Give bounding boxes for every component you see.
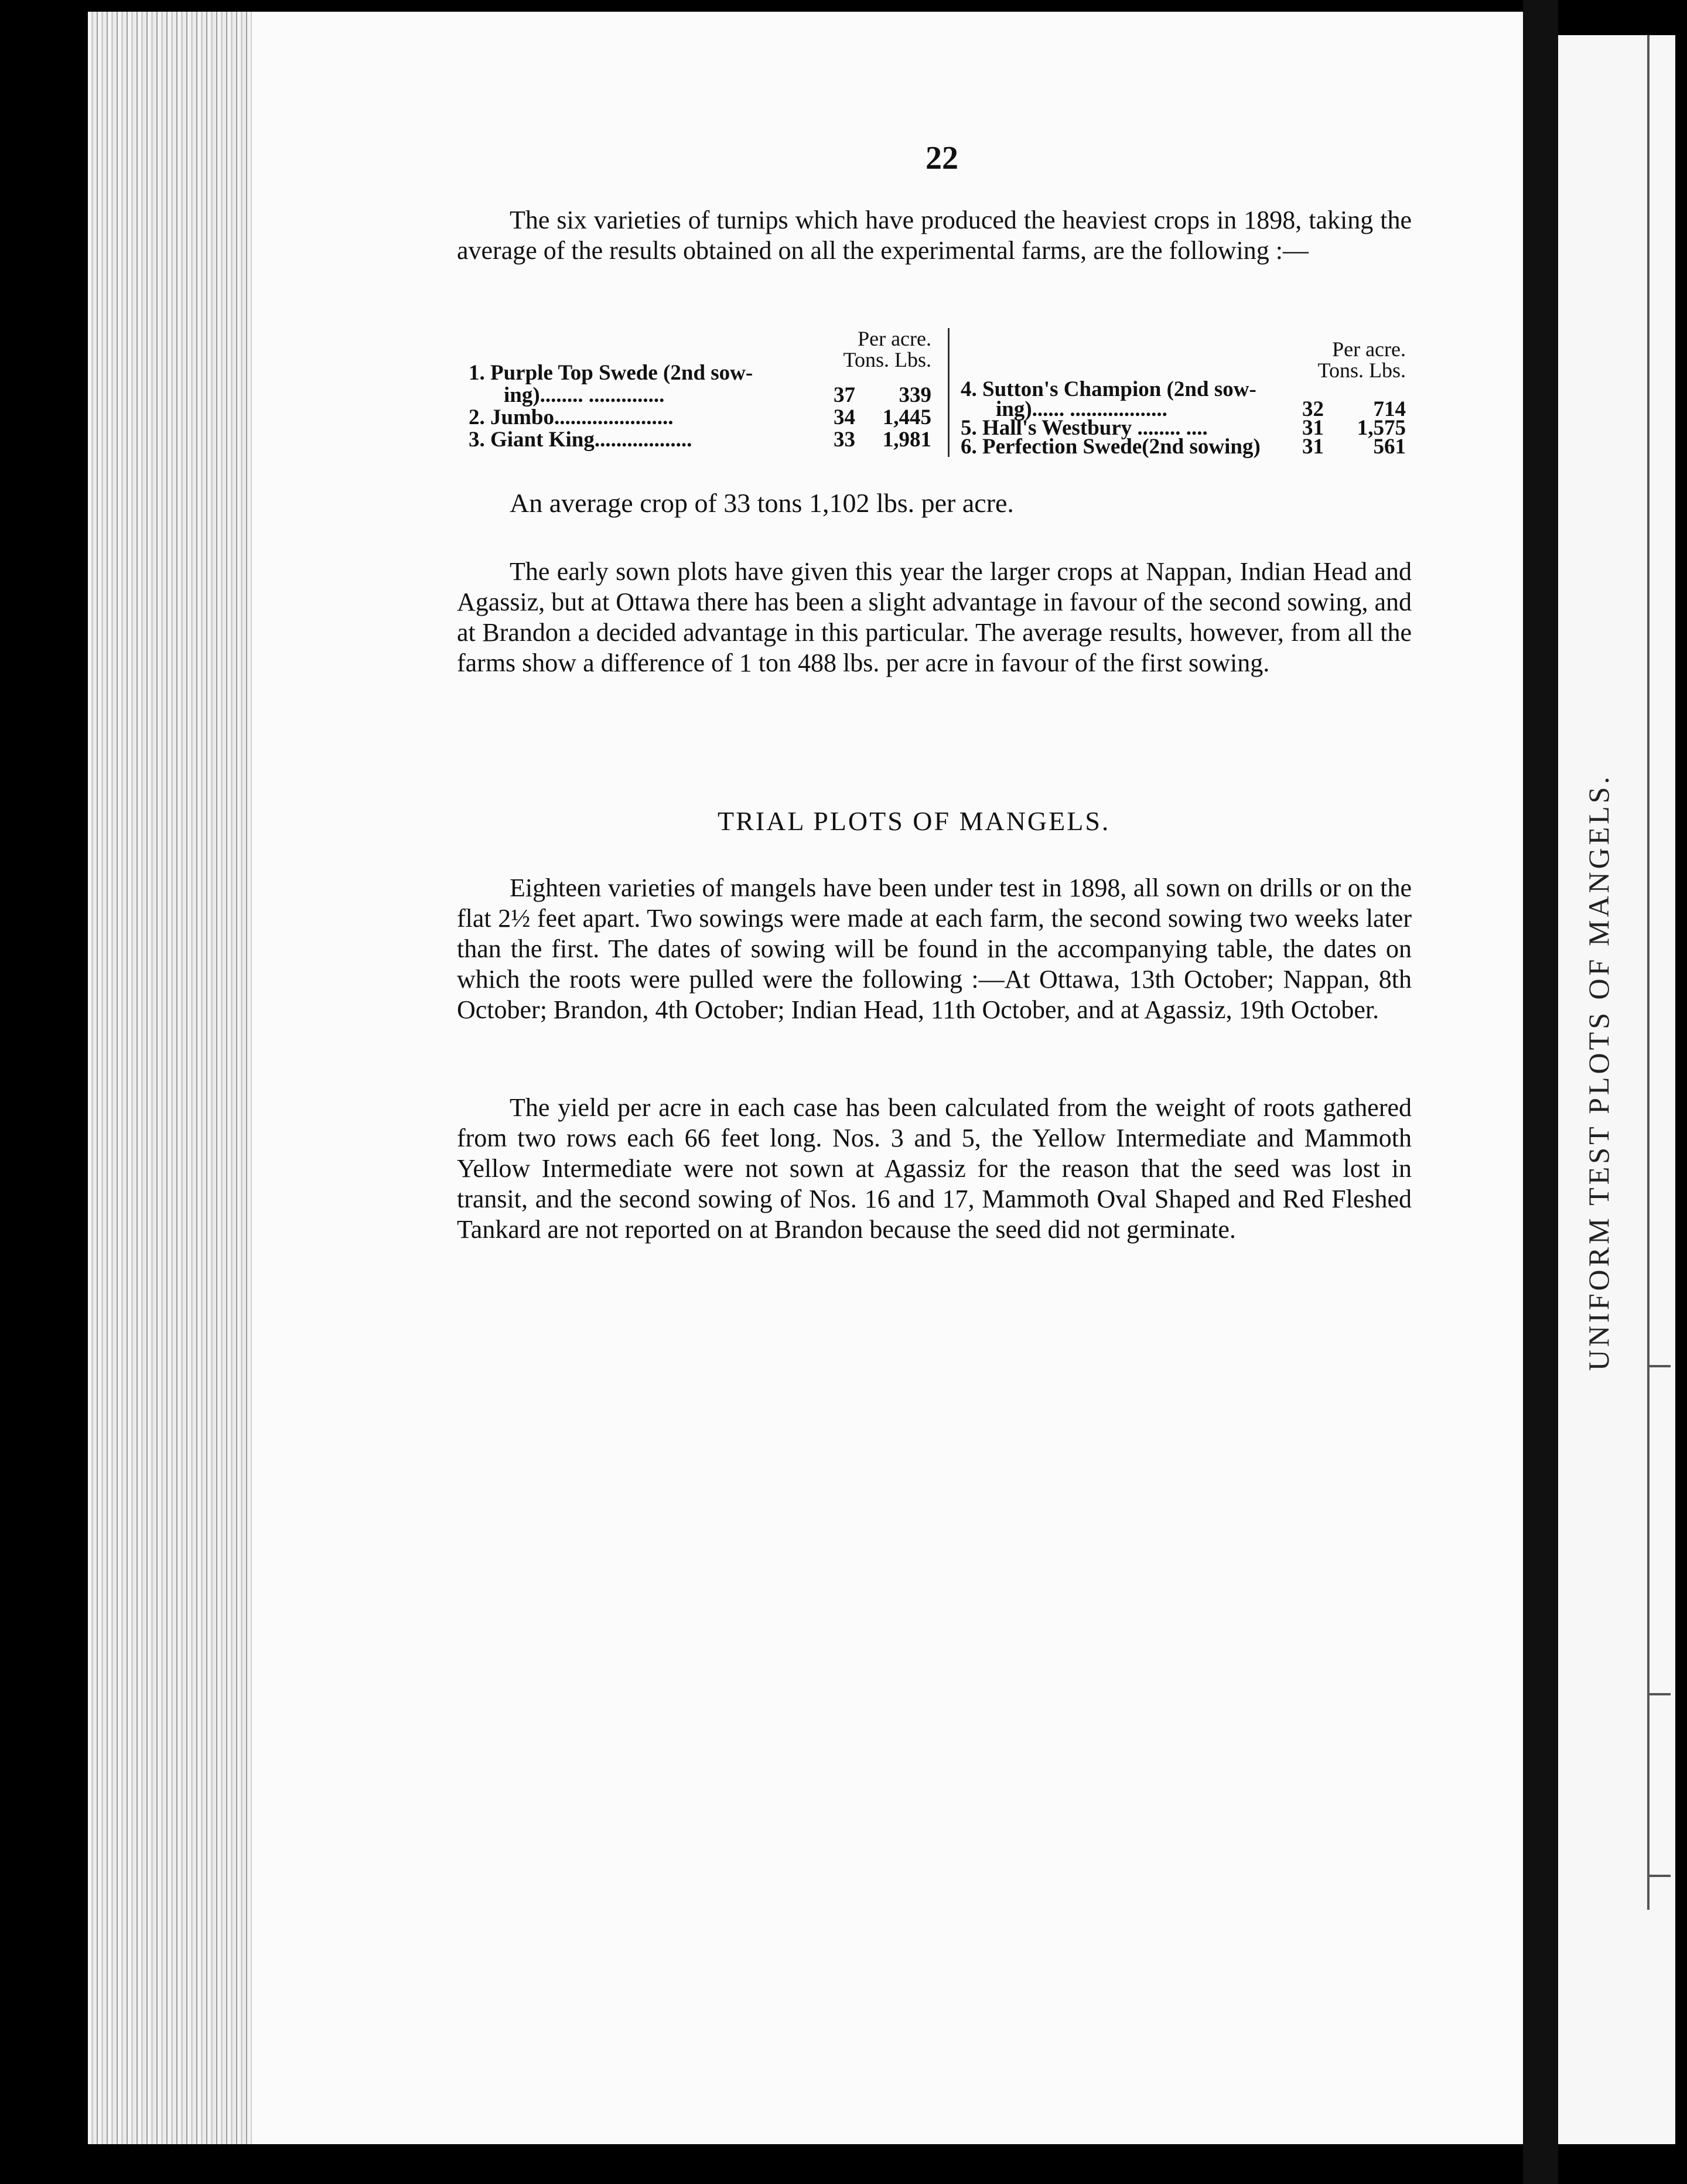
table-row: ing)........ .............. (504, 383, 665, 407)
table-cell-tons: 37 (834, 383, 855, 407)
table-header-per-acre: Per acre. (1332, 337, 1406, 361)
average-crop-summary: An average crop of 33 tons 1,102 lbs. per acre. (510, 488, 1014, 518)
table-cell-tons: 32 (1302, 397, 1324, 421)
table-cell-lbs: 1,575 (1357, 416, 1406, 440)
mangels-paragraph-2: The yield per acre in each case has been calculated from the weight of roots gathered from two rows each 66 feet long. Nos. 3 and 5, the Yellow Intermediate and Mammoth Yellow Intermediate were not sown at Agassiz for the reason that the seed was lost in transit, and the second sowing of Nos. 16 and 17, Mammoth Oval Shaped and Red Fleshed Tankard are not reported on at Brandon because the seed did not germinate. (457, 1093, 1412, 1244)
table-cell-lbs: 339 (899, 383, 931, 407)
table-row: 4. Sutton's Champion (2nd sow- (961, 377, 1256, 401)
sowing-paragraph: The early sown plots have given this year the larger crops at Nappan, Indian Head and Agassiz, but at Ottawa there has been a slight advantage in favour of the second sowing, and at Brandon a decided advantage in this particular. The average results, however, from all the farms show a difference of 1 ton 488 lbs. per acre in favour of the first sowing. (457, 557, 1412, 677)
table-column-divider (948, 328, 950, 457)
mangels-paragraph-1: Eighteen varieties of mangels have been under test in 1898, all sown on drills or on the flat 2½ feet apart. Two sowings were made at each farm, the second sowing two weeks later than the first. The dates of sowing will be found in the accompanying table, the dates on which the roots were pulled were the following :—At Ottawa, 13th October; Nappan, 8th October; Brandon, 4th October; Indian Head, 11th October, and at Agassiz, 19th October. (457, 873, 1412, 1024)
page-number: 22 (926, 140, 958, 176)
book-edge (88, 12, 252, 2144)
table-row: 6. Perfection Swede(2nd sowing) (961, 435, 1261, 459)
table-header-units: Tons. Lbs. (1317, 359, 1406, 382)
table-header-units: Tons. Lbs. (843, 348, 931, 371)
page-gutter (1523, 0, 1558, 2184)
table-cell-lbs: 1,445 (882, 405, 931, 429)
facing-page-tick (1647, 1365, 1671, 1367)
table-cell-tons: 31 (1302, 416, 1324, 440)
section-heading: TRIAL PLOTS OF MANGELS. (718, 806, 1111, 836)
intro-paragraph: The six varieties of turnips which have produced the heaviest crops in 1898, taking the average of the results obtained on all the experimental farms, are the following :— (457, 206, 1412, 265)
table-row: ing)...... .................. (996, 397, 1167, 421)
table-cell-lbs: 1,981 (882, 428, 931, 452)
table-cell-tons: 34 (834, 405, 855, 429)
table-row: 3. Giant King.................. (469, 428, 692, 452)
table-row: 2. Jumbo...................... (469, 405, 674, 429)
facing-page-tick (1647, 1693, 1671, 1695)
table-cell-lbs: 714 (1373, 397, 1406, 421)
table-row: 1. Purple Top Swede (2nd sow- (469, 361, 753, 385)
facing-page-tick (1647, 1875, 1671, 1877)
table-cell-tons: 31 (1302, 435, 1324, 459)
table-row: 5. Hall's Westbury ........ .... (961, 416, 1208, 440)
table-cell-lbs: 561 (1373, 435, 1406, 459)
table-cell-tons: 33 (834, 428, 855, 452)
turnip-table (469, 328, 1412, 463)
facing-page-rule (1647, 35, 1650, 1910)
table-header-per-acre: Per acre. (858, 327, 931, 350)
facing-page-side-title: UNIFORM TEST PLOTS OF MANGELS. (1582, 773, 1615, 1371)
facing-page (1558, 35, 1675, 2144)
